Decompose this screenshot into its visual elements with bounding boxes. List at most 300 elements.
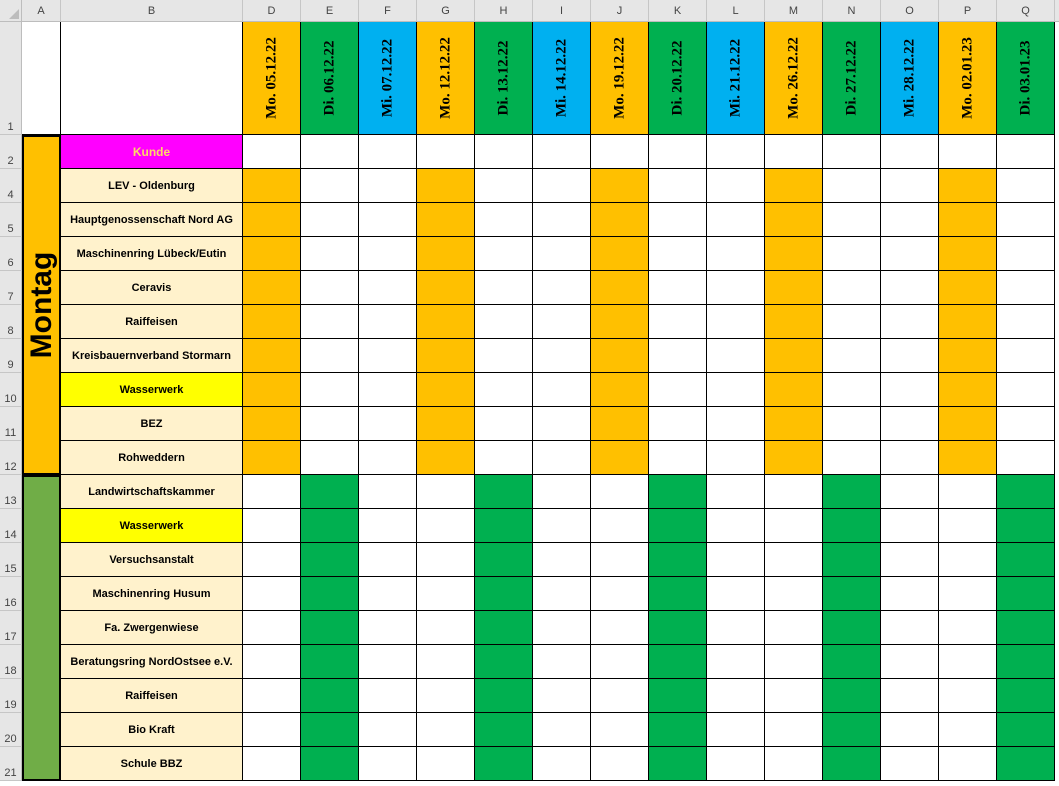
- schedule-cell[interactable]: [707, 441, 765, 475]
- schedule-cell[interactable]: [533, 645, 591, 679]
- schedule-cell[interactable]: [823, 339, 881, 373]
- schedule-cell[interactable]: [243, 271, 301, 305]
- schedule-cell[interactable]: [939, 237, 997, 271]
- schedule-cell[interactable]: [301, 237, 359, 271]
- date-cell[interactable]: [533, 135, 591, 169]
- column-header[interactable]: P: [939, 0, 997, 22]
- schedule-cell[interactable]: [359, 203, 417, 237]
- schedule-cell[interactable]: [591, 271, 649, 305]
- schedule-cell[interactable]: [533, 203, 591, 237]
- schedule-cell[interactable]: [707, 169, 765, 203]
- schedule-cell[interactable]: [997, 747, 1055, 781]
- schedule-cell[interactable]: [475, 169, 533, 203]
- schedule-cell[interactable]: [417, 509, 475, 543]
- schedule-cell[interactable]: [591, 339, 649, 373]
- schedule-cell[interactable]: [649, 577, 707, 611]
- schedule-cell[interactable]: [243, 509, 301, 543]
- schedule-cell[interactable]: [707, 679, 765, 713]
- schedule-cell[interactable]: [359, 373, 417, 407]
- schedule-cell[interactable]: [939, 713, 997, 747]
- schedule-cell[interactable]: [997, 407, 1055, 441]
- schedule-cell[interactable]: [823, 475, 881, 509]
- schedule-cell[interactable]: [881, 577, 939, 611]
- schedule-cell[interactable]: [475, 441, 533, 475]
- schedule-cell[interactable]: [359, 543, 417, 577]
- schedule-cell[interactable]: [707, 747, 765, 781]
- schedule-cell[interactable]: [591, 237, 649, 271]
- schedule-cell[interactable]: [649, 679, 707, 713]
- schedule-cell[interactable]: [823, 237, 881, 271]
- customer-name-cell[interactable]: Landwirtschaftskammer: [61, 475, 243, 509]
- schedule-cell[interactable]: [939, 271, 997, 305]
- schedule-cell[interactable]: [881, 645, 939, 679]
- schedule-cell[interactable]: [475, 475, 533, 509]
- kunde-header[interactable]: Kunde: [61, 135, 243, 169]
- schedule-cell[interactable]: [707, 611, 765, 645]
- schedule-cell[interactable]: [417, 713, 475, 747]
- schedule-cell[interactable]: [301, 645, 359, 679]
- date-cell[interactable]: [417, 135, 475, 169]
- schedule-cell[interactable]: [591, 373, 649, 407]
- row-header[interactable]: 2: [0, 135, 22, 169]
- schedule-cell[interactable]: [649, 305, 707, 339]
- date-header[interactable]: [649, 22, 707, 135]
- schedule-cell[interactable]: [243, 407, 301, 441]
- date-header[interactable]: [417, 22, 475, 135]
- schedule-cell[interactable]: [881, 611, 939, 645]
- schedule-cell[interactable]: [359, 645, 417, 679]
- schedule-cell[interactable]: [649, 475, 707, 509]
- date-header[interactable]: [823, 22, 881, 135]
- schedule-cell[interactable]: [533, 373, 591, 407]
- schedule-cell[interactable]: [301, 203, 359, 237]
- schedule-cell[interactable]: [649, 237, 707, 271]
- schedule-cell[interactable]: [823, 407, 881, 441]
- schedule-cell[interactable]: [591, 509, 649, 543]
- schedule-cell[interactable]: [533, 407, 591, 441]
- date-header[interactable]: [301, 22, 359, 135]
- customer-name-cell[interactable]: Raiffeisen: [61, 679, 243, 713]
- customer-name-cell[interactable]: LEV - Oldenburg: [61, 169, 243, 203]
- row-header[interactable]: 17: [0, 611, 22, 645]
- row-header[interactable]: 1: [0, 22, 22, 135]
- schedule-cell[interactable]: [707, 305, 765, 339]
- schedule-cell[interactable]: [997, 373, 1055, 407]
- schedule-cell[interactable]: [533, 339, 591, 373]
- schedule-cell[interactable]: [301, 747, 359, 781]
- schedule-cell[interactable]: [359, 271, 417, 305]
- schedule-cell[interactable]: [939, 747, 997, 781]
- schedule-cell[interactable]: [359, 475, 417, 509]
- row-header[interactable]: 14: [0, 509, 22, 543]
- schedule-cell[interactable]: [939, 577, 997, 611]
- schedule-cell[interactable]: [243, 611, 301, 645]
- schedule-cell[interactable]: [939, 645, 997, 679]
- schedule-cell[interactable]: [475, 509, 533, 543]
- schedule-cell[interactable]: [707, 645, 765, 679]
- schedule-cell[interactable]: [649, 645, 707, 679]
- schedule-cell[interactable]: [359, 713, 417, 747]
- column-header[interactable]: F: [359, 0, 417, 22]
- schedule-cell[interactable]: [881, 271, 939, 305]
- row-header[interactable]: 16: [0, 577, 22, 611]
- schedule-cell[interactable]: [997, 169, 1055, 203]
- customer-name-cell[interactable]: Fa. Zwergenwiese: [61, 611, 243, 645]
- column-header[interactable]: E: [301, 0, 359, 22]
- schedule-cell[interactable]: [533, 237, 591, 271]
- date-header[interactable]: [881, 22, 939, 135]
- schedule-cell[interactable]: [417, 679, 475, 713]
- customer-name-cell[interactable]: Raiffeisen: [61, 305, 243, 339]
- schedule-cell[interactable]: [939, 509, 997, 543]
- schedule-cell[interactable]: [649, 713, 707, 747]
- row-header[interactable]: 8: [0, 305, 22, 339]
- schedule-cell[interactable]: [243, 543, 301, 577]
- date-header[interactable]: [707, 22, 765, 135]
- schedule-cell[interactable]: [765, 509, 823, 543]
- schedule-cell[interactable]: [475, 611, 533, 645]
- schedule-cell[interactable]: [997, 203, 1055, 237]
- schedule-cell[interactable]: [765, 577, 823, 611]
- schedule-cell[interactable]: [939, 373, 997, 407]
- column-header[interactable]: M: [765, 0, 823, 22]
- schedule-cell[interactable]: [591, 747, 649, 781]
- schedule-cell[interactable]: [533, 713, 591, 747]
- schedule-cell[interactable]: [765, 441, 823, 475]
- schedule-cell[interactable]: [939, 543, 997, 577]
- customer-name-cell[interactable]: BEZ: [61, 407, 243, 441]
- row-header[interactable]: 19: [0, 679, 22, 713]
- schedule-cell[interactable]: [591, 203, 649, 237]
- schedule-cell[interactable]: [997, 645, 1055, 679]
- schedule-cell[interactable]: [765, 611, 823, 645]
- cell-b1[interactable]: [61, 22, 243, 135]
- schedule-cell[interactable]: [417, 407, 475, 441]
- schedule-cell[interactable]: [997, 339, 1055, 373]
- schedule-cell[interactable]: [765, 679, 823, 713]
- schedule-cell[interactable]: [823, 203, 881, 237]
- schedule-cell[interactable]: [649, 611, 707, 645]
- schedule-cell[interactable]: [649, 169, 707, 203]
- schedule-cell[interactable]: [301, 713, 359, 747]
- column-header[interactable]: I: [533, 0, 591, 22]
- schedule-cell[interactable]: [997, 475, 1055, 509]
- schedule-cell[interactable]: [939, 611, 997, 645]
- row-header[interactable]: 13: [0, 475, 22, 509]
- schedule-cell[interactable]: [997, 271, 1055, 305]
- column-header[interactable]: J: [591, 0, 649, 22]
- schedule-cell[interactable]: [243, 441, 301, 475]
- schedule-cell[interactable]: [823, 577, 881, 611]
- schedule-cell[interactable]: [591, 577, 649, 611]
- schedule-cell[interactable]: [997, 611, 1055, 645]
- row-header[interactable]: 11: [0, 407, 22, 441]
- schedule-cell[interactable]: [939, 407, 997, 441]
- schedule-cell[interactable]: [301, 305, 359, 339]
- date-header[interactable]: [243, 22, 301, 135]
- schedule-cell[interactable]: [591, 713, 649, 747]
- schedule-cell[interactable]: [707, 543, 765, 577]
- schedule-cell[interactable]: [765, 645, 823, 679]
- date-header[interactable]: [939, 22, 997, 135]
- schedule-cell[interactable]: [881, 373, 939, 407]
- schedule-cell[interactable]: [707, 509, 765, 543]
- column-header[interactable]: L: [707, 0, 765, 22]
- schedule-cell[interactable]: [475, 543, 533, 577]
- schedule-cell[interactable]: [359, 747, 417, 781]
- schedule-cell[interactable]: [301, 679, 359, 713]
- schedule-cell[interactable]: [765, 169, 823, 203]
- schedule-cell[interactable]: [823, 645, 881, 679]
- schedule-cell[interactable]: [475, 203, 533, 237]
- schedule-cell[interactable]: [475, 339, 533, 373]
- schedule-cell[interactable]: [823, 747, 881, 781]
- schedule-cell[interactable]: [301, 271, 359, 305]
- schedule-cell[interactable]: [649, 509, 707, 543]
- schedule-cell[interactable]: [359, 509, 417, 543]
- date-header[interactable]: [475, 22, 533, 135]
- schedule-cell[interactable]: [417, 543, 475, 577]
- row-header[interactable]: 12: [0, 441, 22, 475]
- schedule-cell[interactable]: [359, 577, 417, 611]
- schedule-cell[interactable]: [591, 475, 649, 509]
- schedule-cell[interactable]: [417, 441, 475, 475]
- column-header[interactable]: G: [417, 0, 475, 22]
- customer-name-cell[interactable]: Bio Kraft: [61, 713, 243, 747]
- schedule-cell[interactable]: [997, 237, 1055, 271]
- schedule-cell[interactable]: [939, 305, 997, 339]
- schedule-cell[interactable]: [765, 407, 823, 441]
- schedule-cell[interactable]: [359, 407, 417, 441]
- date-cell[interactable]: [823, 135, 881, 169]
- schedule-cell[interactable]: [765, 237, 823, 271]
- schedule-cell[interactable]: [301, 373, 359, 407]
- schedule-cell[interactable]: [707, 713, 765, 747]
- schedule-cell[interactable]: [823, 679, 881, 713]
- column-header[interactable]: N: [823, 0, 881, 22]
- row-header[interactable]: 18: [0, 645, 22, 679]
- schedule-cell[interactable]: [765, 713, 823, 747]
- column-header[interactable]: K: [649, 0, 707, 22]
- schedule-cell[interactable]: [649, 543, 707, 577]
- schedule-cell[interactable]: [301, 441, 359, 475]
- schedule-cell[interactable]: [707, 339, 765, 373]
- schedule-cell[interactable]: [707, 373, 765, 407]
- schedule-cell[interactable]: [707, 475, 765, 509]
- row-header[interactable]: 4: [0, 169, 22, 203]
- schedule-cell[interactable]: [417, 373, 475, 407]
- schedule-cell[interactable]: [475, 373, 533, 407]
- schedule-cell[interactable]: [475, 645, 533, 679]
- row-header[interactable]: 15: [0, 543, 22, 577]
- schedule-cell[interactable]: [417, 577, 475, 611]
- schedule-cell[interactable]: [881, 169, 939, 203]
- customer-name-cell[interactable]: Schule BBZ: [61, 747, 243, 781]
- schedule-cell[interactable]: [649, 747, 707, 781]
- schedule-cell[interactable]: [649, 339, 707, 373]
- schedule-cell[interactable]: [533, 475, 591, 509]
- schedule-cell[interactable]: [243, 203, 301, 237]
- schedule-cell[interactable]: [649, 203, 707, 237]
- schedule-cell[interactable]: [417, 339, 475, 373]
- schedule-cell[interactable]: [881, 713, 939, 747]
- schedule-cell[interactable]: [359, 679, 417, 713]
- schedule-cell[interactable]: [533, 543, 591, 577]
- schedule-cell[interactable]: [881, 509, 939, 543]
- schedule-cell[interactable]: [243, 577, 301, 611]
- cell-a1[interactable]: [22, 22, 61, 135]
- customer-name-cell[interactable]: Maschinenring Lübeck/Eutin: [61, 237, 243, 271]
- customer-name-cell[interactable]: Kreisbauernverband Stormarn: [61, 339, 243, 373]
- schedule-cell[interactable]: [243, 645, 301, 679]
- schedule-cell[interactable]: [881, 339, 939, 373]
- schedule-cell[interactable]: [997, 305, 1055, 339]
- date-cell[interactable]: [475, 135, 533, 169]
- schedule-cell[interactable]: [881, 475, 939, 509]
- schedule-cell[interactable]: [591, 169, 649, 203]
- date-cell[interactable]: [649, 135, 707, 169]
- schedule-cell[interactable]: [939, 679, 997, 713]
- row-header[interactable]: 9: [0, 339, 22, 373]
- schedule-cell[interactable]: [243, 305, 301, 339]
- schedule-cell[interactable]: [417, 305, 475, 339]
- schedule-cell[interactable]: [823, 169, 881, 203]
- schedule-cell[interactable]: [765, 271, 823, 305]
- date-cell[interactable]: [243, 135, 301, 169]
- schedule-cell[interactable]: [765, 203, 823, 237]
- schedule-cell[interactable]: [243, 373, 301, 407]
- customer-name-cell[interactable]: Wasserwerk: [61, 509, 243, 543]
- date-header[interactable]: [997, 22, 1055, 135]
- schedule-cell[interactable]: [881, 203, 939, 237]
- customer-name-cell[interactable]: Maschinenring Husum: [61, 577, 243, 611]
- schedule-cell[interactable]: [591, 645, 649, 679]
- schedule-cell[interactable]: [881, 237, 939, 271]
- schedule-cell[interactable]: [243, 339, 301, 373]
- column-header[interactable]: O: [881, 0, 939, 22]
- schedule-cell[interactable]: [417, 203, 475, 237]
- schedule-cell[interactable]: [881, 305, 939, 339]
- schedule-cell[interactable]: [765, 475, 823, 509]
- schedule-cell[interactable]: [359, 305, 417, 339]
- schedule-cell[interactable]: [475, 407, 533, 441]
- customer-name-cell[interactable]: Rohweddern: [61, 441, 243, 475]
- schedule-cell[interactable]: [243, 713, 301, 747]
- schedule-cell[interactable]: [475, 679, 533, 713]
- date-cell[interactable]: [591, 135, 649, 169]
- row-header[interactable]: 6: [0, 237, 22, 271]
- schedule-cell[interactable]: [591, 679, 649, 713]
- schedule-cell[interactable]: [997, 441, 1055, 475]
- schedule-cell[interactable]: [765, 339, 823, 373]
- column-header[interactable]: H: [475, 0, 533, 22]
- schedule-cell[interactable]: [533, 509, 591, 543]
- schedule-cell[interactable]: [417, 611, 475, 645]
- schedule-cell[interactable]: [765, 373, 823, 407]
- schedule-cell[interactable]: [417, 169, 475, 203]
- schedule-cell[interactable]: [301, 577, 359, 611]
- date-cell[interactable]: [939, 135, 997, 169]
- schedule-cell[interactable]: [243, 747, 301, 781]
- schedule-cell[interactable]: [417, 237, 475, 271]
- schedule-cell[interactable]: [823, 713, 881, 747]
- schedule-cell[interactable]: [881, 441, 939, 475]
- customer-name-cell[interactable]: Ceravis: [61, 271, 243, 305]
- row-header[interactable]: 21: [0, 747, 22, 781]
- date-cell[interactable]: [881, 135, 939, 169]
- schedule-cell[interactable]: [649, 441, 707, 475]
- date-header[interactable]: [591, 22, 649, 135]
- schedule-cell[interactable]: [359, 237, 417, 271]
- schedule-cell[interactable]: [707, 407, 765, 441]
- schedule-cell[interactable]: [823, 509, 881, 543]
- schedule-cell[interactable]: [997, 577, 1055, 611]
- date-header[interactable]: [359, 22, 417, 135]
- schedule-cell[interactable]: [475, 577, 533, 611]
- schedule-cell[interactable]: [591, 407, 649, 441]
- schedule-cell[interactable]: [823, 271, 881, 305]
- schedule-cell[interactable]: [359, 339, 417, 373]
- schedule-cell[interactable]: [243, 679, 301, 713]
- schedule-cell[interactable]: [533, 679, 591, 713]
- schedule-cell[interactable]: [533, 271, 591, 305]
- schedule-cell[interactable]: [881, 543, 939, 577]
- schedule-cell[interactable]: [301, 543, 359, 577]
- schedule-cell[interactable]: [417, 271, 475, 305]
- schedule-cell[interactable]: [533, 169, 591, 203]
- schedule-cell[interactable]: [359, 441, 417, 475]
- schedule-cell[interactable]: [533, 747, 591, 781]
- schedule-cell[interactable]: [939, 441, 997, 475]
- schedule-cell[interactable]: [997, 679, 1055, 713]
- date-cell[interactable]: [765, 135, 823, 169]
- schedule-cell[interactable]: [417, 645, 475, 679]
- schedule-cell[interactable]: [533, 577, 591, 611]
- schedule-cell[interactable]: [301, 407, 359, 441]
- schedule-cell[interactable]: [765, 305, 823, 339]
- customer-name-cell[interactable]: Versuchsanstalt: [61, 543, 243, 577]
- schedule-cell[interactable]: [359, 169, 417, 203]
- schedule-cell[interactable]: [823, 543, 881, 577]
- schedule-cell[interactable]: [243, 237, 301, 271]
- schedule-cell[interactable]: [997, 543, 1055, 577]
- schedule-cell[interactable]: [765, 543, 823, 577]
- date-cell[interactable]: [359, 135, 417, 169]
- schedule-cell[interactable]: [765, 747, 823, 781]
- schedule-cell[interactable]: [301, 169, 359, 203]
- schedule-cell[interactable]: [301, 339, 359, 373]
- schedule-cell[interactable]: [301, 475, 359, 509]
- schedule-cell[interactable]: [939, 203, 997, 237]
- schedule-cell[interactable]: [301, 611, 359, 645]
- select-all-corner[interactable]: [0, 0, 22, 22]
- schedule-cell[interactable]: [475, 305, 533, 339]
- customer-name-cell[interactable]: Wasserwerk: [61, 373, 243, 407]
- customer-name-cell[interactable]: Hauptgenossenschaft Nord AG: [61, 203, 243, 237]
- row-header[interactable]: 20: [0, 713, 22, 747]
- date-header[interactable]: [533, 22, 591, 135]
- schedule-cell[interactable]: [997, 713, 1055, 747]
- schedule-cell[interactable]: [707, 577, 765, 611]
- schedule-cell[interactable]: [417, 747, 475, 781]
- schedule-cell[interactable]: [997, 509, 1055, 543]
- schedule-cell[interactable]: [707, 237, 765, 271]
- schedule-cell[interactable]: [417, 475, 475, 509]
- schedule-cell[interactable]: [707, 271, 765, 305]
- schedule-cell[interactable]: [533, 441, 591, 475]
- schedule-cell[interactable]: [475, 713, 533, 747]
- schedule-cell[interactable]: [939, 475, 997, 509]
